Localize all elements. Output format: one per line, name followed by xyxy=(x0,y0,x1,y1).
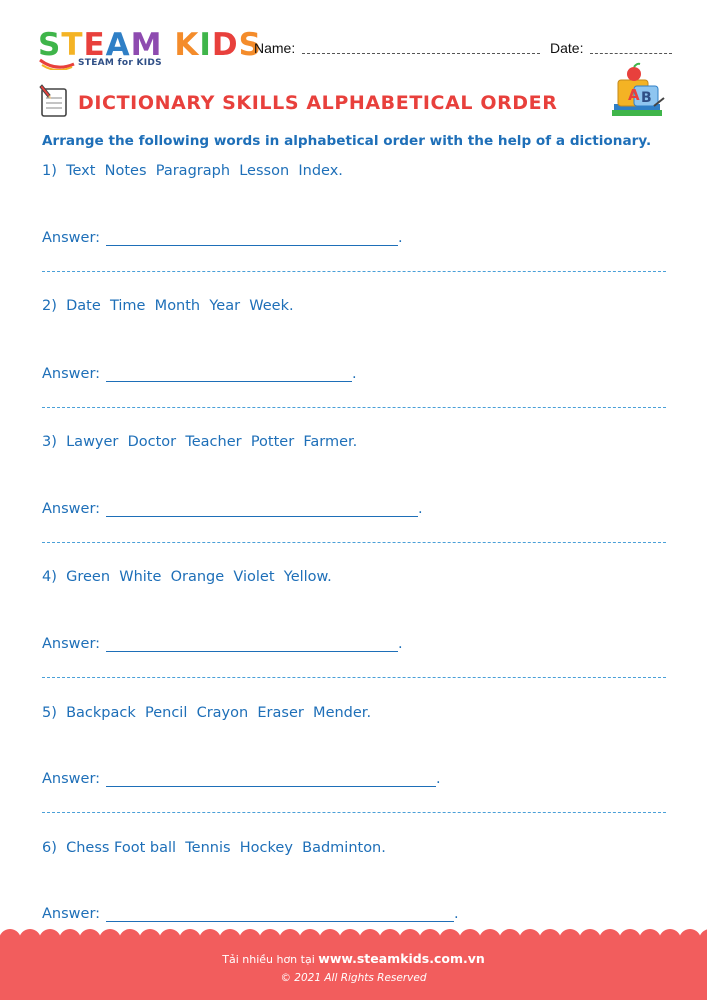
pencil-paper-icon xyxy=(38,83,72,119)
answer-label: Answer: xyxy=(42,636,101,652)
ab-books-icon xyxy=(604,60,666,118)
date-field[interactable] xyxy=(590,53,672,54)
answer-row-3 xyxy=(42,501,423,517)
footer-download-line xyxy=(0,951,707,966)
steam-kids-logo xyxy=(38,27,262,74)
answer-period: . xyxy=(398,230,403,246)
answer-label: Answer: xyxy=(42,230,101,246)
separator xyxy=(42,407,666,408)
answer-label: Answer: xyxy=(42,771,101,787)
answer-blank-6[interactable] xyxy=(106,907,454,922)
answer-row-2 xyxy=(42,366,357,382)
separator xyxy=(42,812,666,813)
answer-period: . xyxy=(418,501,423,517)
separator xyxy=(42,271,666,272)
question-6: 6) Chess Foot ball Tennis Hockey Badminton. xyxy=(42,840,386,856)
answer-label: Answer: xyxy=(42,501,101,517)
separator xyxy=(42,542,666,543)
answer-label: Answer: xyxy=(42,906,101,922)
footer-bar xyxy=(0,940,707,1000)
answer-blank-4[interactable] xyxy=(106,637,398,652)
answer-row-5 xyxy=(42,771,441,787)
svg-text:B: B xyxy=(641,90,652,106)
answer-row-4 xyxy=(42,636,403,652)
question-1: 1) Text Notes Paragraph Lesson Index. xyxy=(42,163,343,179)
answer-period: . xyxy=(454,906,459,922)
brand-tagline: STEAM for KIDS xyxy=(78,58,162,68)
worksheet-title: DICTIONARY SKILLS ALPHABETICAL ORDER xyxy=(78,92,558,114)
question-4: 4) Green White Orange Violet Yellow. xyxy=(42,569,332,585)
footer-download-prefix: Tải nhiều hơn tại xyxy=(222,953,315,966)
instruction-text: Arrange the following words in alphabetical order with the help of a dictionary. xyxy=(42,133,652,149)
answer-label: Answer: xyxy=(42,366,101,382)
answer-blank-2[interactable] xyxy=(106,367,352,382)
answer-blank-5[interactable] xyxy=(106,772,436,787)
worksheet-title-row xyxy=(38,80,678,124)
question-2: 2) Date Time Month Year Week. xyxy=(42,298,294,314)
answer-period: . xyxy=(398,636,403,652)
answer-row-6 xyxy=(42,906,459,922)
logo-swoosh-icon xyxy=(38,56,76,70)
date-label: Date: xyxy=(550,40,584,56)
question-5: 5) Backpack Pencil Crayon Eraser Mender. xyxy=(42,705,372,721)
footer-copyright: © 2021 All Rights Reserved xyxy=(280,972,427,984)
separator xyxy=(42,677,666,678)
answer-period: . xyxy=(352,366,357,382)
name-field[interactable] xyxy=(302,53,540,54)
answer-period: . xyxy=(436,771,441,787)
svg-text:A: A xyxy=(628,86,640,104)
brand-name: STEAM KIDS xyxy=(38,27,262,63)
question-3: 3) Lawyer Doctor Teacher Potter Farmer. xyxy=(42,434,358,450)
answer-blank-3[interactable] xyxy=(106,502,418,517)
answer-blank-1[interactable] xyxy=(106,231,398,246)
name-label: Name: xyxy=(254,40,296,56)
answer-row-1 xyxy=(42,230,403,246)
footer-website-link[interactable]: www.steamkids.com.vn xyxy=(318,951,485,966)
